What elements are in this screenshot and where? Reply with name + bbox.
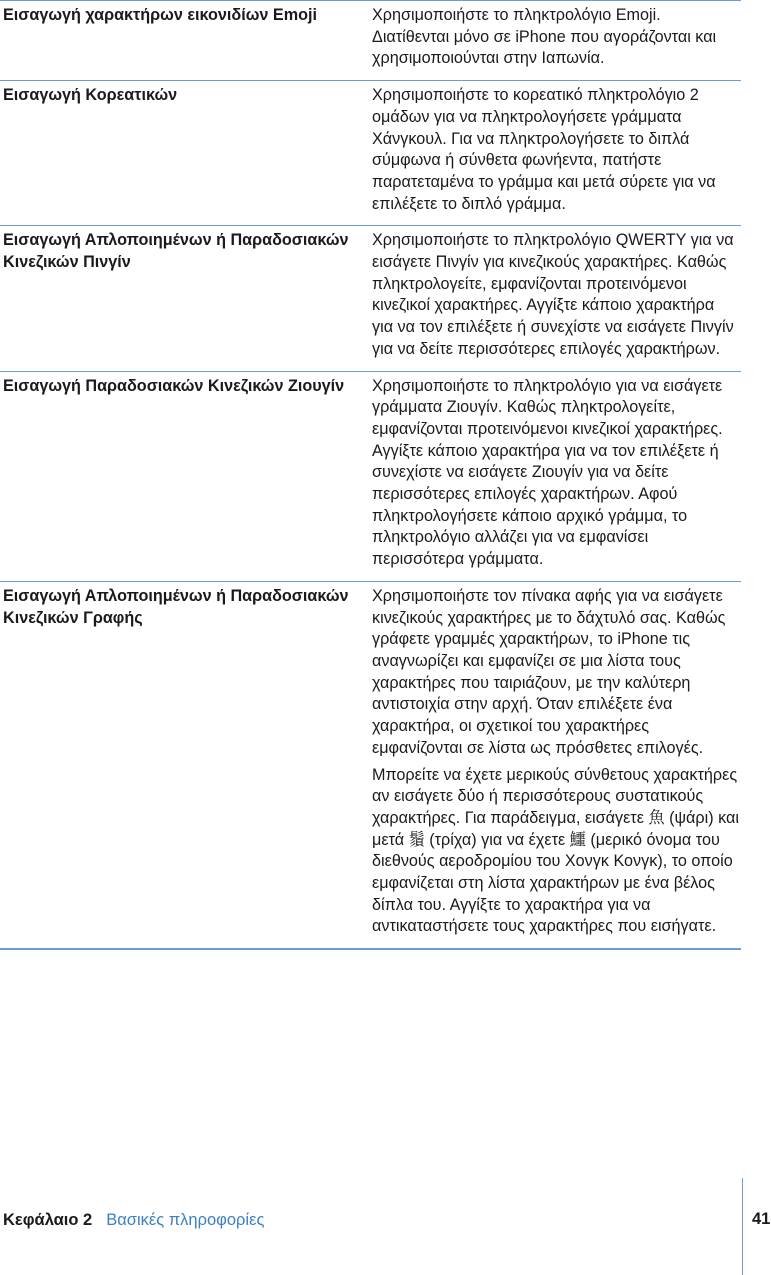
row-description bbox=[361, 586, 741, 938]
row-term: Εισαγωγή χαρακτήρων εικονιδίων Emoji bbox=[3, 6, 317, 24]
row-term: Εισαγωγή Απλοποιημένων ή Παραδοσιακών Κινεζικών Γραφής bbox=[3, 586, 349, 627]
table-row bbox=[0, 226, 741, 371]
row-description bbox=[361, 5, 741, 70]
footer-divider bbox=[742, 1178, 743, 1275]
row-description bbox=[361, 230, 741, 360]
description-paragraph: Μπορείτε να έχετε μερικούς σύνθετους χαρακτήρες αν εισάγετε δύο ή περισσότερους συστατικούς χαρακτήρες. Για παράδειγμα, εισάγετε 魚 (ψάρι) και μετά 鬚 (τρίχα) για να έχετε 鱷 (μερικό όνομα του διεθνούς αεροδρομίου του Χονγκ Κονγκ), το οποίο εμφανίζεται στη λίστα χαρακτήρων με ένα βέλος δίπλα του. Αγγίξτε το χαρακτήρα για να αντικαταστήσετε τους χαρακτήρες που εισήγατε. bbox=[372, 765, 739, 936]
page-footer bbox=[3, 1211, 264, 1230]
description-paragraph: Χρησιμοποιήστε το πληκτρολόγιο για να εισάγετε γράμματα Ζιουγίν. Καθώς πληκτρολογείτε, εμφανίζονται προτεινόμενοι κινεζικοί χαρακτήρες. Αγγίξτε κάποιο χαρακτήρα για να τον επιλέξετε ή συνεχίστε να εισάγετε Ζιουγίν για να δείτε περισσότερες επιλογές χαρακτήρων. Αφού πληκτρολογήσετε κάποιο αρχικό γράμμα, το πληκτρολόγιο αλλάζει για να εμφανίσει περισσότερα γράμματα. bbox=[372, 376, 723, 569]
table-row bbox=[0, 1, 741, 81]
table-row bbox=[0, 372, 741, 582]
row-description bbox=[361, 85, 741, 215]
row-term: Εισαγωγή Παραδοσιακών Κινεζικών Ζιουγίν bbox=[3, 376, 345, 395]
row-description bbox=[361, 376, 741, 571]
section-label: Βασικές πληροφορίες bbox=[106, 1211, 265, 1229]
row-term: Εισαγωγή Κορεατικών bbox=[3, 86, 178, 105]
table-row bbox=[0, 81, 741, 226]
chapter-label: Κεφάλαιο 2 bbox=[3, 1211, 93, 1229]
page-number: 41 bbox=[752, 1210, 771, 1228]
description-paragraph: Χρησιμοποιήστε το κορεατικό πληκτρολόγιο 2 ομάδων για να πληκτρολογήσετε γράμματα Χάνγκουλ. Για να πληκτρολογήσετε το διπλά σύμφωνα ή σύνθετα φωνήεντα, πατήστε παρατεταμένα το γράμμα και μετά σύρετε για να επιλέξετε το διπλό γράμμα. bbox=[372, 86, 716, 213]
description-paragraph: Χρησιμοποιήστε τον πίνακα αφής για να εισάγετε κινεζικούς χαρακτήρες με το δάχτυλό σας. Καθώς γράφετε γραμμές χαρακτήρων, το iPhone τις αναγνωρίζει και εμφανίζει σε μια λίστα τους χαρακτήρες που ταιριάζουν, με την καλύτερη αντιστοιχία στην αρχή. Όταν επιλέξετε ένα χαρακτήρα, οι σχετικοί του χαρακτήρες εμφανίζονται σε λίστα ως πρόσθετες επιλογές. bbox=[372, 586, 726, 757]
description-paragraph: Χρησιμοποιήστε το πληκτρολόγιο QWERTY για να εισάγετε Πινγίν για κινεζικούς χαρακτήρες. Καθώς πληκτρολογείτε, εμφανίζονται προτεινόμενοι κινεζικοί χαρακτήρες. Αγγίξτε κάποιο χαρακτήρα για να τον επιλέξετε ή συνεχίστε να εισάγετε Πινγίν για να δείτε περισσότερες επιλογές χαρακτήρων. bbox=[372, 231, 734, 358]
table-row bbox=[0, 582, 741, 950]
row-term: Εισαγωγή Απλοποιημένων ή Παραδοσιακών Κινεζικών Πινγίν bbox=[3, 231, 349, 272]
description-paragraph: Χρησιμοποιήστε το πληκτρολόγιο Emoji. Διατίθενται μόνο σε iPhone που αγοράζονται και χρησιμοποιούνται στην Ιαπωνία. bbox=[372, 6, 717, 68]
